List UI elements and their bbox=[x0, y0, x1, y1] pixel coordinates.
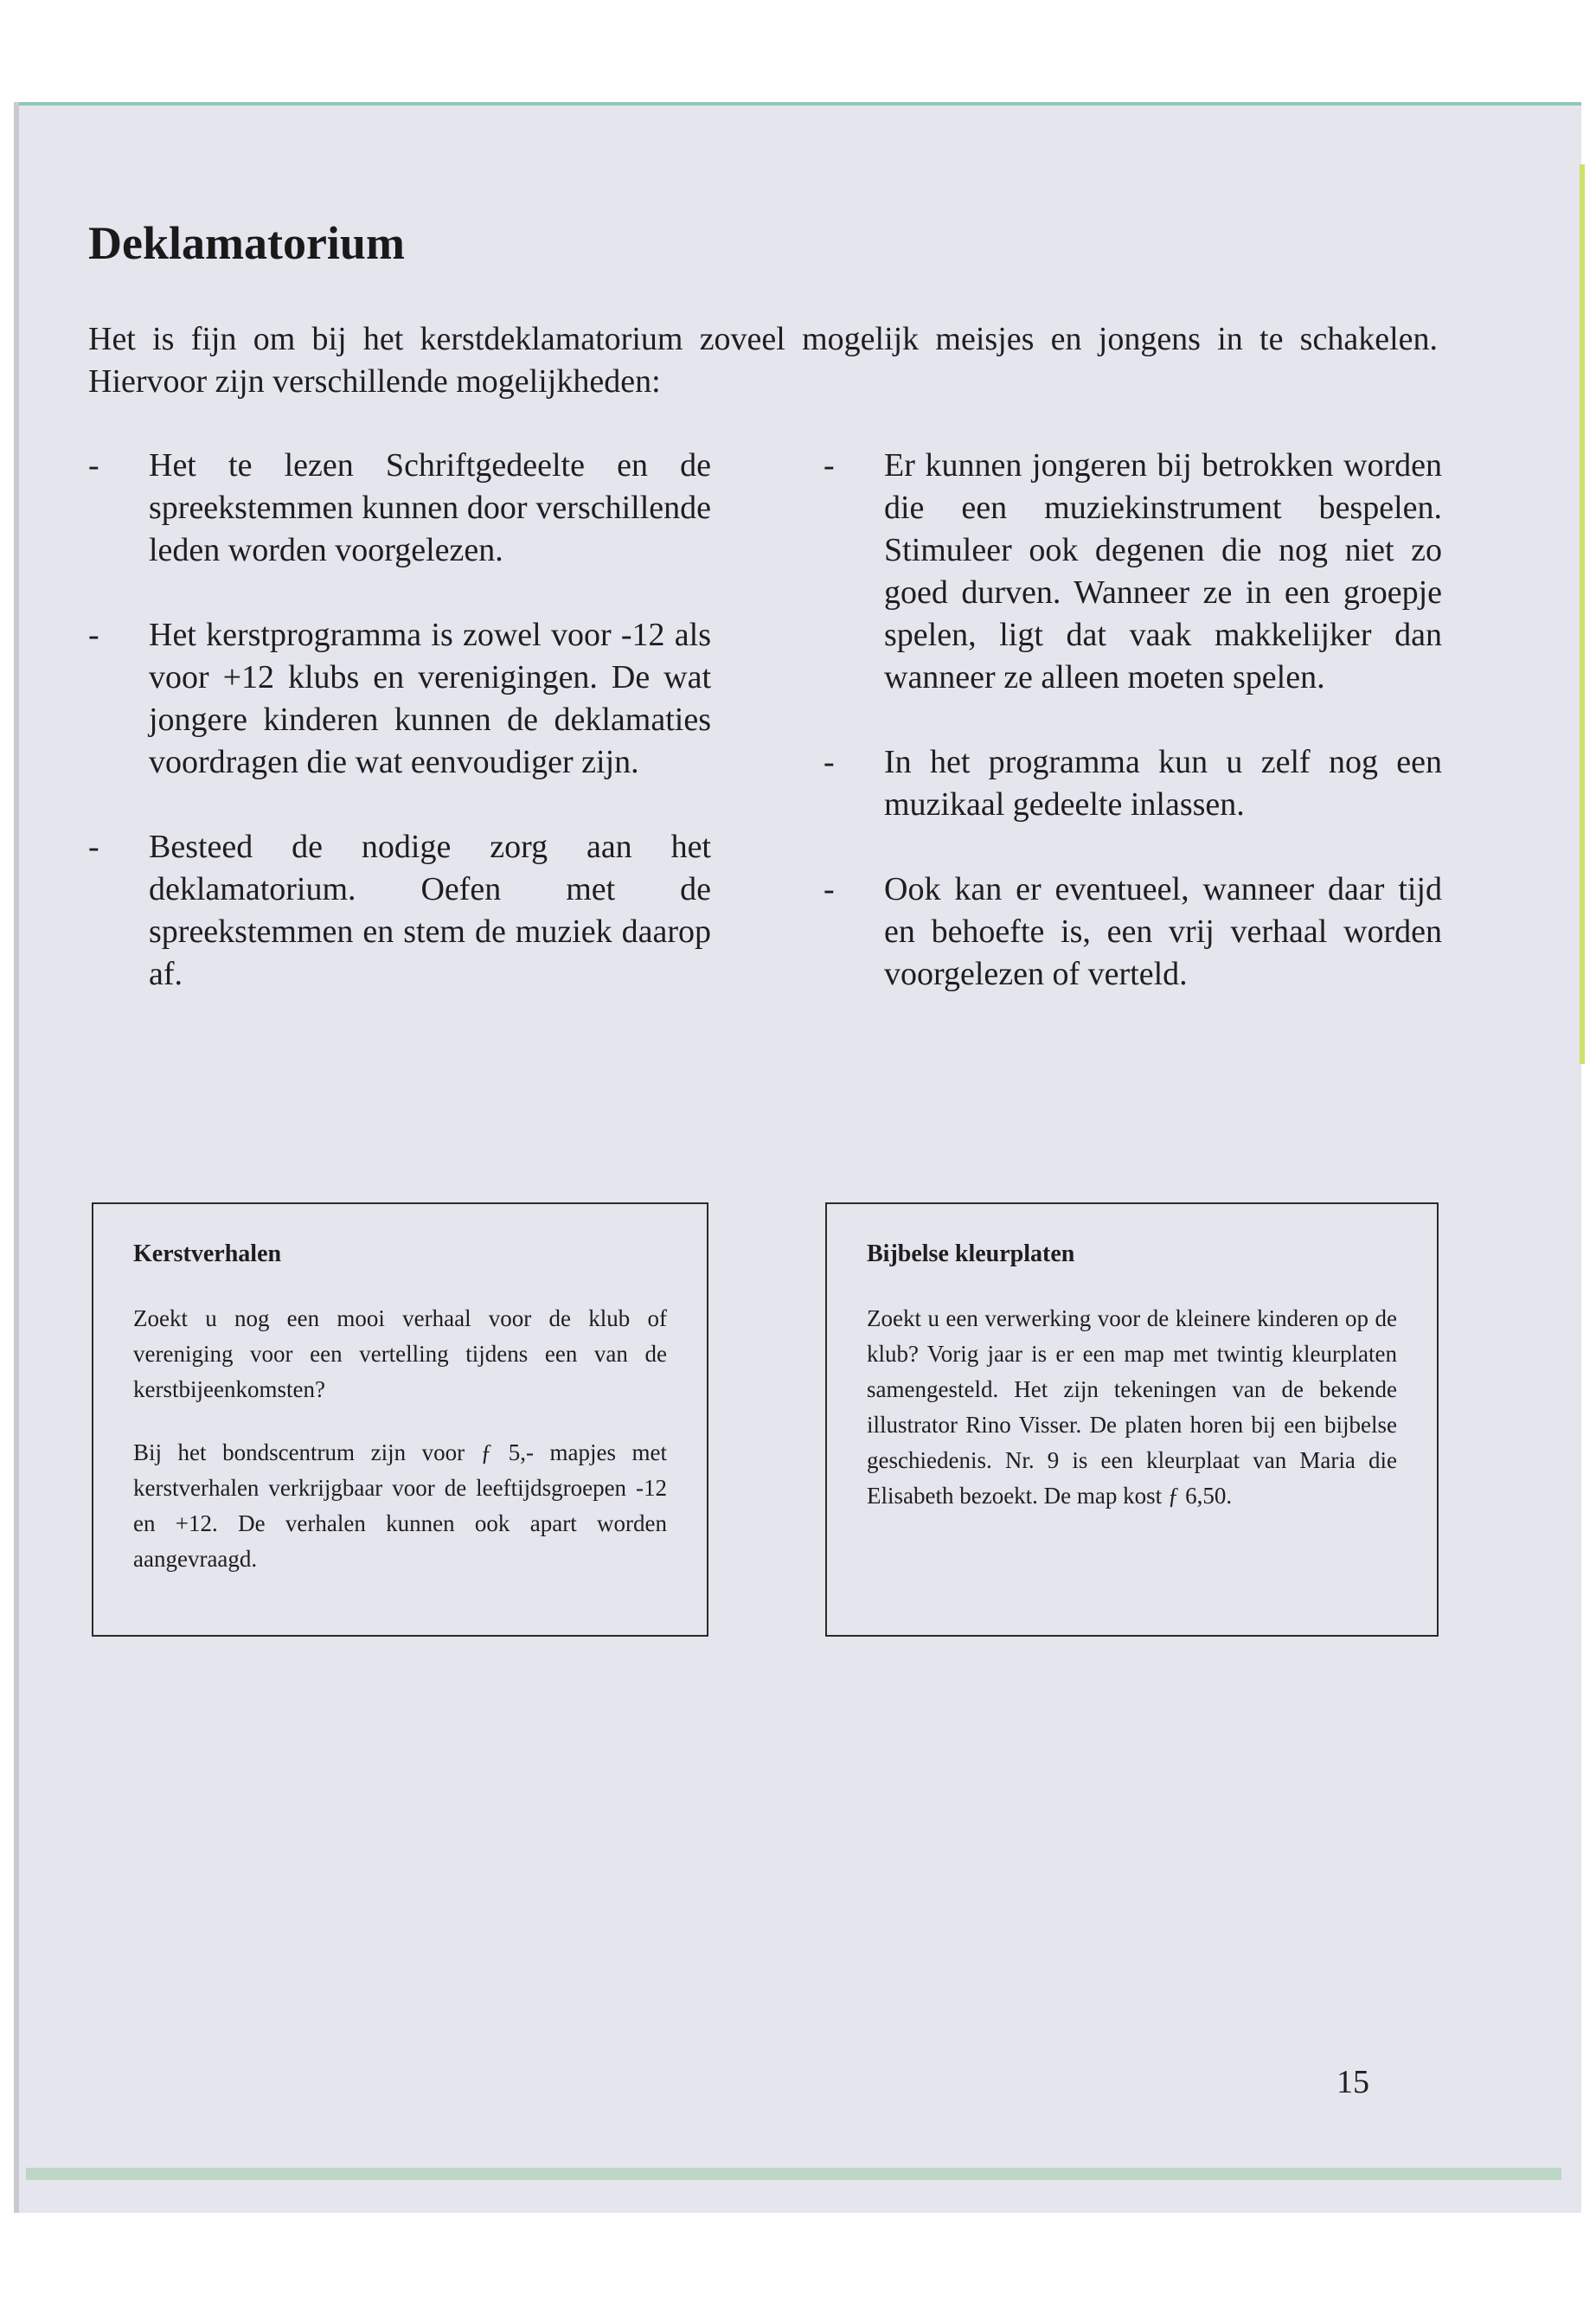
kleurplaten-box bbox=[825, 1202, 1439, 1637]
bullet-dash: - bbox=[88, 447, 99, 484]
list-item-text: Het kerstprogramma is zowel voor -12 als voor +12 klubs en verenigingen. De wat jongere kinderen kunnen de deklamaties voordragen die wat eenvoudiger zijn. bbox=[149, 617, 711, 780]
right-column bbox=[824, 445, 1442, 1038]
list-item bbox=[824, 868, 1442, 996]
bullet-dash: - bbox=[824, 871, 835, 907]
list-item bbox=[824, 445, 1442, 699]
list-item bbox=[88, 614, 711, 784]
binding-edge bbox=[14, 102, 19, 2213]
page-sheet bbox=[14, 102, 1581, 2213]
list-item-text: Het te lezen Schriftgedeelte en de spreekstemmen kunnen door verschillende leden worden voorgelezen. bbox=[149, 447, 711, 568]
list-item-text: Besteed de nodige zorg aan het deklamatorium. Oefen met de spreekstemmen en stem de muziek daarop af. bbox=[149, 829, 711, 992]
bullet-dash: - bbox=[824, 447, 835, 484]
page-title: Deklamatorium bbox=[88, 217, 405, 269]
bottom-edge bbox=[26, 2168, 1561, 2180]
kerstverhalen-title: Kerstverhalen bbox=[133, 1240, 282, 1267]
left-column bbox=[88, 445, 711, 1038]
list-item bbox=[88, 445, 711, 572]
list-item-text: Ook kan er eventueel, wanneer daar tijd en behoefte is, een vrij verhaal worden voorgelezen of verteld. bbox=[884, 871, 1442, 992]
list-item-text: In het programma kun u zelf nog een muzikaal gedeelte inlassen. bbox=[884, 744, 1442, 823]
bullet-dash: - bbox=[824, 744, 835, 780]
list-item bbox=[88, 826, 711, 996]
kleurplaten-text: Zoekt u een verwerking voor de kleinere kinderen op de klub? Vorig jaar is er een map met twintig kleurplaten samengesteld. Het zijn tekeningen van de bekende illustrator Rino Visser. De platen horen bij een bijbelse geschiedenis. Nr. 9 is een kleurplaat van Maria die Elisabeth bezoekt. De map kost ƒ 6,50. bbox=[867, 1305, 1397, 1509]
list-item bbox=[824, 741, 1442, 826]
list-item-text: Er kunnen jongeren bij betrokken worden die een muziekinstrument bespelen. Stimuleer ook degenen die nog niet zo goed durven. Wanneer ze in een groepje spelen, ligt dat vaak makkelijker dan wanneer ze alleen moeten spelen. bbox=[884, 447, 1442, 695]
next-page-edge bbox=[1580, 164, 1585, 1064]
page-number: 15 bbox=[1336, 2064, 1369, 2100]
kerstverhalen-text: Zoekt u nog een mooi verhaal voor de klub of vereniging voor een vertelling tijdens een van de kerstbijeenkomsten? bbox=[133, 1305, 667, 1402]
kleurplaten-title: Bijbelse kleurplaten bbox=[867, 1240, 1075, 1267]
bullet-dash: - bbox=[88, 829, 99, 865]
kerstverhalen-box bbox=[92, 1202, 708, 1637]
bullet-dash: - bbox=[88, 617, 99, 653]
intro-paragraph: Het is fijn om bij het kerstdeklamatorium zoveel mogelijk meisjes en jongens in te schakelen. Hiervoor zijn verschillende mogelijkheden: bbox=[88, 321, 1438, 400]
kerstverhalen-text: Bij het bondscentrum zijn voor ƒ 5,- mapjes met kerstverhalen verkrijgbaar voor de leeftijdsgroepen -12 en +12. De verhalen kunnen ook apart worden aangevraagd. bbox=[133, 1439, 667, 1572]
